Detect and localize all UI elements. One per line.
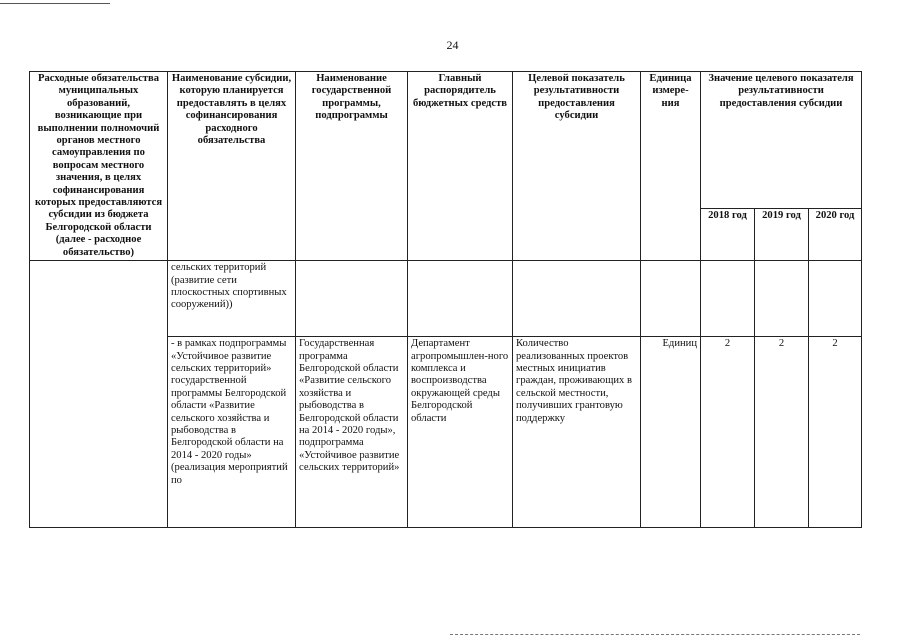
value-2019-cell: 2 (755, 337, 809, 528)
header-unit: Единица измере-ния (641, 72, 701, 261)
header-target-indicator: Целевой показатель результативности предоставления субсидии (513, 72, 641, 261)
unit-cell: Единиц (641, 337, 701, 528)
bottom-scan-rule (450, 634, 860, 635)
top-scan-rule (0, 3, 110, 4)
value-2018-cell (701, 261, 755, 337)
indicator-cell (513, 261, 641, 337)
value-2020-cell (809, 261, 862, 337)
header-budget-administrator: Главный распорядитель бюджетных средств (408, 72, 513, 261)
page-number: 24 (446, 38, 459, 52)
table-row (30, 261, 862, 337)
header-subsidy-name: Наименование субсидии, которую планируется предоставлять в целях софинансирования расходного обязательства (168, 72, 296, 261)
header-program-name: Наименование государственной программы, подпрограммы (296, 72, 408, 261)
subsidy-table (29, 71, 862, 528)
value-2020-cell: 2 (809, 337, 862, 528)
administrator-cell (408, 261, 513, 337)
header-year-2018: 2018 год (701, 208, 755, 260)
value-2019-cell (755, 261, 809, 337)
header-target-value: Значение целевого показателя результативности предоставления субсидии (701, 72, 862, 209)
header-obligations: Расходные обязательства муниципальных образований, возникающие при выполнении полномочий органов местного самоуправления по вопросам местного значения, в целях софинансирования которых предоставляются субсидии из бюджета Белгородской области (далее - расходное обязательство) (30, 72, 168, 261)
subsidy-cell: сельских территорий (развитие сети плоскостных спортивных сооружений)) (168, 261, 296, 337)
subsidy-cell: - в рамках подпрограммы «Устойчивое развитие сельских территорий» государственной программы Белгородской области «Развитие сельского хозяйства и рыбоводства в Белгородской области на 2014 - 2020 годы» (реализация мероприятий по (168, 337, 296, 528)
unit-cell (641, 261, 701, 337)
indicator-cell: Количество реализованных проектов местных инициатив граждан, проживающих в сельской местности, получивших грантовую поддержку (513, 337, 641, 528)
header-row (30, 72, 862, 209)
program-cell: Государственная программа Белгородской области «Развитие сельского хозяйства и рыбоводства в Белгородской области на 2014 - 2020 годы», подпрограмма «Устойчивое развитие сельских территорий» (296, 337, 408, 528)
value-2018-cell: 2 (701, 337, 755, 528)
obligation-cell (30, 261, 168, 528)
header-year-2020: 2020 год (809, 208, 862, 260)
program-cell (296, 261, 408, 337)
header-year-2019: 2019 год (755, 208, 809, 260)
administrator-cell: Департамент агропромышлен-ного комплекса и воспроизводства окружающей среды Белгородской области (408, 337, 513, 528)
